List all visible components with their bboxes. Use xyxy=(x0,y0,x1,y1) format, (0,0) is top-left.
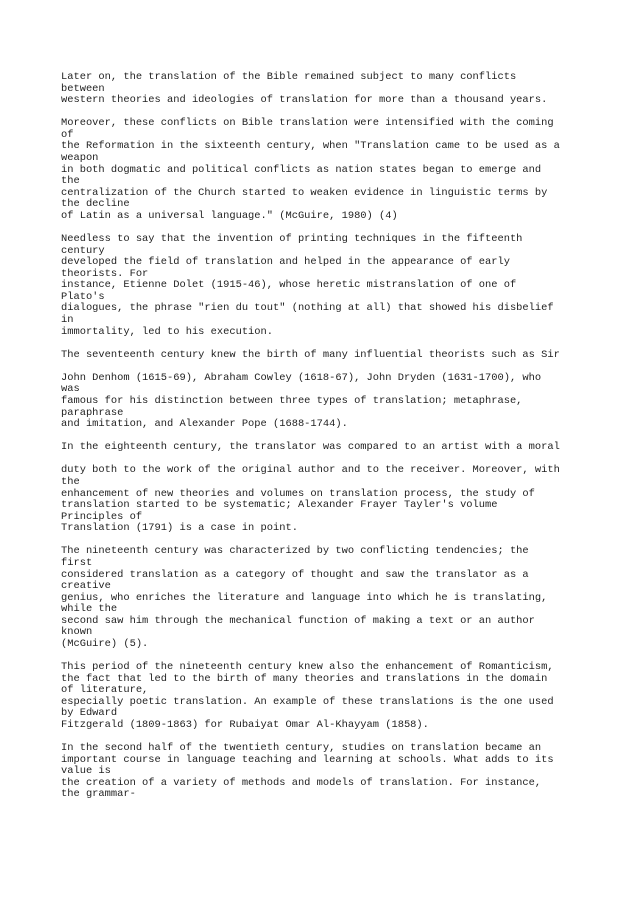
text-line: famous for his distinction between three types of translation; metaphrase, xyxy=(61,395,523,408)
paragraph-printing xyxy=(61,234,601,338)
text-line: In the eighteenth century, the translator was compared to an artist with a moral xyxy=(61,441,560,454)
text-line: in both dogmatic and political conflicts as nation states began to emerge and xyxy=(61,163,542,176)
paragraph-reformation xyxy=(61,118,601,222)
text-line: creative xyxy=(61,580,111,593)
text-line: value is xyxy=(61,765,111,778)
text-line: especially poetic translation. An example of these translations is the one used xyxy=(61,695,554,708)
paragraph-romanticism xyxy=(61,662,601,732)
text-line: developed the field of translation and helped in the appearance of early xyxy=(61,256,510,269)
text-line: and imitation, and Alexander Pope (1688-1744). xyxy=(61,418,348,431)
text-line: the grammar- xyxy=(61,788,136,801)
text-line: western theories and ideologies of translation for more than a thousand years. xyxy=(61,94,548,107)
text-line: Plato's xyxy=(61,290,105,303)
text-line: The seventeenth century knew the birth of many influential theorists such as Sir xyxy=(61,348,560,361)
text-line: Principles of xyxy=(61,510,143,523)
text-line: the xyxy=(61,175,80,188)
text-line: weapon xyxy=(61,151,99,164)
text-line: the creation of a variety of methods and models of translation. For instance, xyxy=(61,776,542,789)
text-line: immortality, led to his execution. xyxy=(61,325,274,338)
text-line: considered translation as a category of thought and saw the translator as a xyxy=(61,568,529,581)
paragraph-seventeenth-century xyxy=(61,350,601,431)
text-line: the decline xyxy=(61,198,130,211)
text-line: of literature, xyxy=(61,684,149,697)
paragraph-eighteenth-century xyxy=(61,442,601,535)
text-line: important course in language teaching and learning at schools. What adds to its xyxy=(61,753,554,766)
text-line: the Reformation in the sixteenth century, when "Translation came to be used as a xyxy=(61,140,560,153)
text-line: paraphrase xyxy=(61,406,124,419)
text-line: John Denhom (1615-69), Abraham Cowley (1618-67), John Dryden (1631-1700), who xyxy=(61,371,542,384)
text-line: while the xyxy=(61,603,118,616)
text-line: between xyxy=(61,82,105,95)
text-line: The nineteenth century was characterized by two conflicting tendencies; the xyxy=(61,545,529,558)
text-line: centralization of the Church started to weaken evidence in linguistic terms by xyxy=(61,186,548,199)
text-line: of Latin as a universal language." (McGuire, 1980) (4) xyxy=(61,209,398,222)
paragraph-nineteenth-century xyxy=(61,546,601,650)
text-line: first xyxy=(61,556,93,569)
text-line: of xyxy=(61,128,74,141)
paragraph-bible-translation xyxy=(61,72,601,107)
text-line: translation started to be systematic; Alexander Frayer Tayler's volume xyxy=(61,499,498,512)
text-line: by Edward xyxy=(61,707,118,720)
text-line: dialogues, the phrase "rien du tout" (nothing at all) that showed his disbelief xyxy=(61,302,554,315)
document-body xyxy=(61,72,601,812)
text-line: in xyxy=(61,314,74,327)
text-line: Fitzgerald (1809-1863) for Rubaiyat Omar Al-Khayyam (1858). xyxy=(61,719,429,732)
text-line: Translation (1791) is a case in point. xyxy=(61,522,298,535)
text-line: was xyxy=(61,383,80,396)
text-line: enhancement of new theories and volumes on translation process, the study of xyxy=(61,487,535,500)
text-line: This period of the nineteenth century knew also the enhancement of Romanticism, xyxy=(61,661,554,674)
text-line: the fact that led to the birth of many theories and translations in the domain xyxy=(61,672,548,685)
text-line: duty both to the work of the original author and to the receiver. Moreover, with xyxy=(61,464,560,477)
text-line: Moreover, these conflicts on Bible translation were intensified with the coming xyxy=(61,117,554,130)
text-line: genius, who enriches the literature and language into which he is translating, xyxy=(61,591,548,604)
text-line: the xyxy=(61,475,80,488)
text-line: In the second half of the twentieth century, studies on translation became an xyxy=(61,742,542,755)
text-line: second saw him through the mechanical function of making a text or an author xyxy=(61,614,535,627)
text-line: instance, Etienne Dolet (1915-46), whose heretic mistranslation of one of xyxy=(61,279,517,292)
text-line: (McGuire) (5). xyxy=(61,638,149,651)
text-line: theorists. For xyxy=(61,267,149,280)
text-line: Needless to say that the invention of printing techniques in the fifteenth xyxy=(61,232,523,245)
text-line: known xyxy=(61,626,93,639)
paragraph-twentieth-century xyxy=(61,743,601,801)
text-line: Later on, the translation of the Bible remained subject to many conflicts xyxy=(61,71,517,83)
text-line: century xyxy=(61,244,105,257)
